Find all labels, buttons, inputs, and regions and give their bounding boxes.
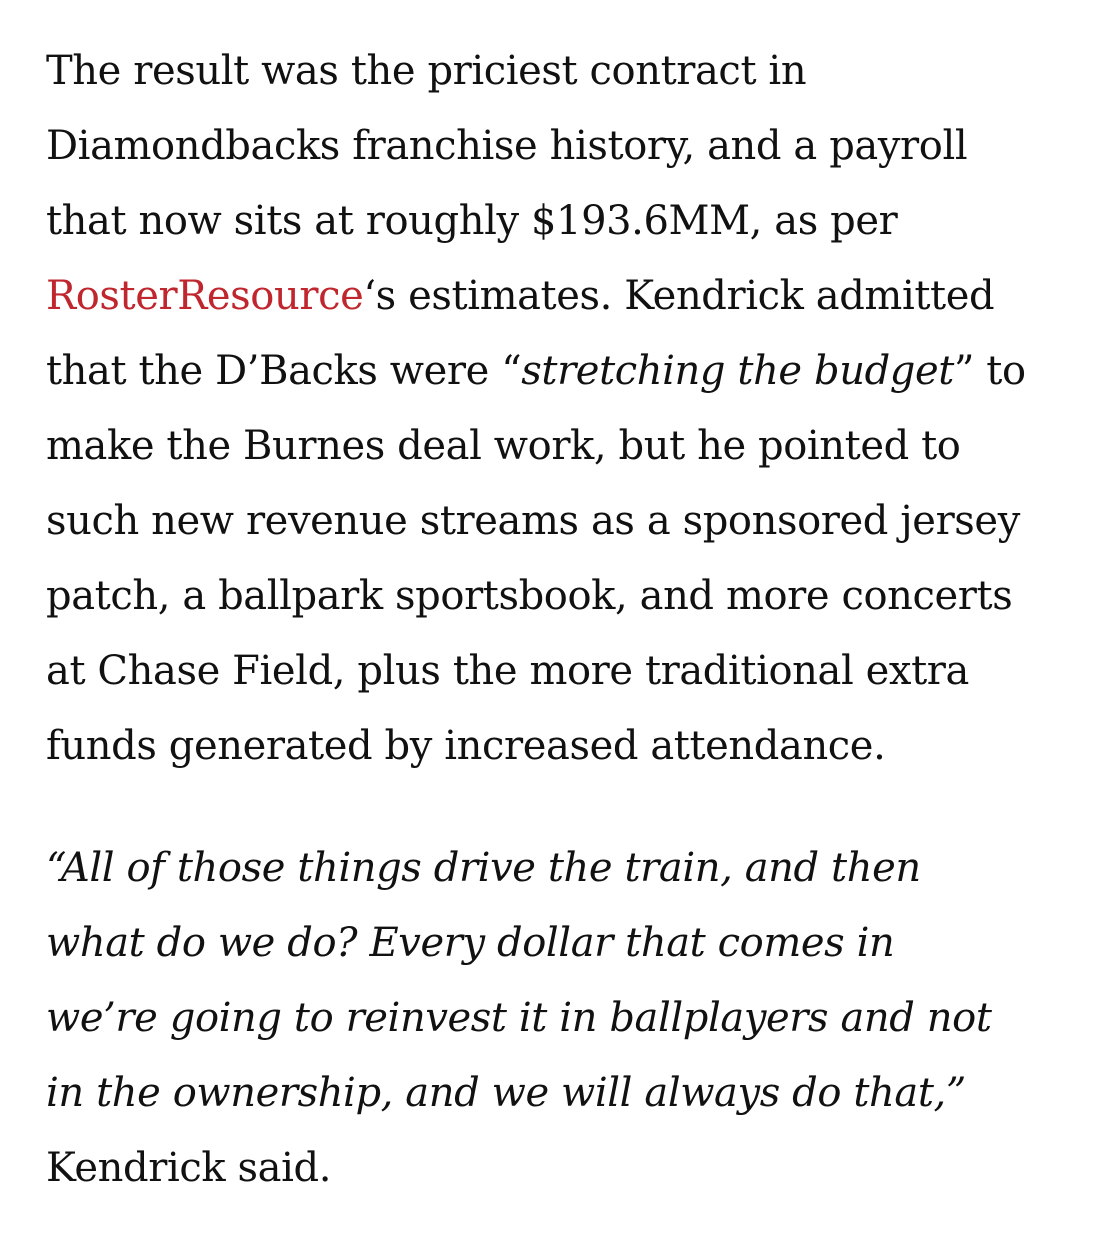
text-line: The result was the priciest contract in [46, 48, 807, 94]
quote-line: in the ownership, and we will always do that,” [46, 1070, 966, 1116]
attribution-line: Kendrick said. [46, 1145, 332, 1191]
quote-line: what do we do? Every dollar that comes in [46, 920, 895, 966]
text-line: such new revenue streams as a sponsored jersey [46, 498, 1020, 544]
paragraph-payroll [46, 34, 1086, 784]
text-line [46, 259, 1086, 334]
text-line: funds generated by increased attendance. [46, 723, 886, 769]
article-body [46, 34, 1086, 1206]
text-segment: ” to [953, 348, 1026, 394]
rosterresource-link[interactable]: RosterResource [46, 273, 364, 319]
text-line: that now sits at roughly $193.6MM, as per [46, 198, 898, 244]
emphasized-quote: stretching the budget [521, 348, 954, 394]
text-segment: that the D’Backs were “ [46, 348, 522, 394]
quote-line: we’re going to reinvest it in ballplayers and not [46, 995, 992, 1041]
text-line: at Chase Field, plus the more traditional extra [46, 648, 969, 694]
text-line: make the Burnes deal work, but he pointed to [46, 423, 961, 469]
text-line: Diamondbacks franchise history, and a payroll [46, 123, 968, 169]
text-line [46, 334, 1086, 409]
text-line: patch, a ballpark sportsbook, and more concerts [46, 573, 1013, 619]
paragraph-quote [46, 831, 1086, 1206]
text-segment: ‘s estimates. Kendrick admitted [363, 273, 995, 319]
quote-line: “All of those things drive the train, and then [46, 845, 921, 891]
